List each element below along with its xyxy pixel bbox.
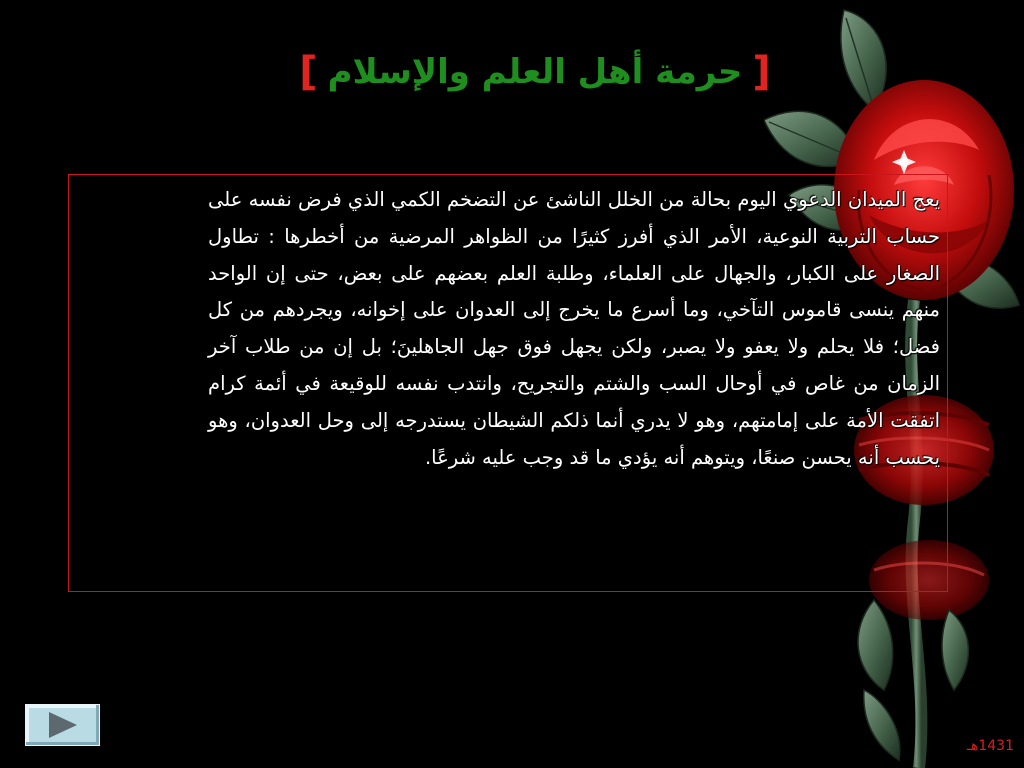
year-label: 1431هـ — [966, 738, 1014, 754]
title-text: حرمة أهل العلم والإسلام — [327, 52, 743, 92]
play-triangle-icon — [46, 710, 80, 740]
body-paragraph: يعج الميدان الدعوي اليوم بحالة من الخلل الناشئ عن التضخم الكمي الذي فرض نفسه على حساب التربية النوعية، الأمر الذي أفرز كثيرًا من الظواهر المرضية من أخطرها : تطاول الصغار على الكبار، والجهال على العلماء، وطلبة العلم بعضهم على بعض، حتى إن الواحد منهم ينسى قاموس التآخي، وما أسرع ما يخرج إلى العدوان على إخوانه، ويجردهم من كل فضل؛ فلا يحلم ولا يعفو ولا يصبر، ولكن يجهل فوق جهل الجاهلينَ؛ بل إن من طلاب آخر الزمان من غاص في أوحال السب والشتم والتجريح، وانتدب نفسه للوقيعة في أئمة كرام اتفقت الأمة على إمامتهم، وهو لا يدري أنما ذلكم الشيطان يستدرجه إلى وحل العدوان، وهو يحسب أنه يحسن صنعًا، ويتوهم أنه يؤدي ما قد وجب عليه شرعًا. — [208, 188, 940, 469]
slide-title — [300, 42, 770, 102]
title-bracket-close: ] — [299, 49, 318, 95]
next-slide-button[interactable] — [25, 704, 100, 746]
title-bracket-open: [ — [752, 49, 771, 95]
